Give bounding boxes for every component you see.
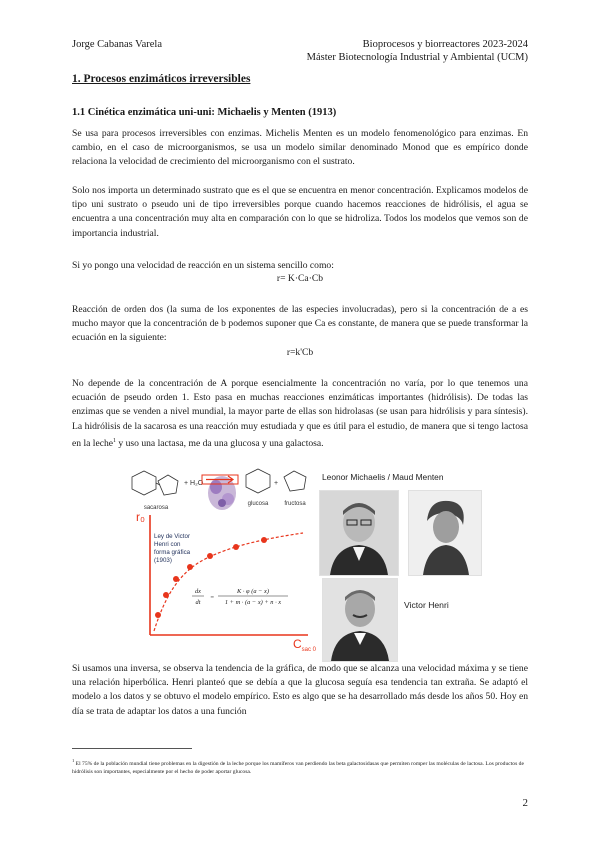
photo-caption-bottom: Victor Henri bbox=[404, 600, 449, 610]
x-axis-label bbox=[293, 637, 316, 653]
glucose-molecule bbox=[246, 469, 270, 493]
henri-portrait-icon bbox=[323, 579, 397, 661]
photo-caption-top: Leonor Michaelis / Maud Menten bbox=[322, 472, 444, 482]
data-point bbox=[155, 612, 161, 618]
reaction-right-label-2: fructosa bbox=[284, 501, 306, 507]
y-axis-label: r₀ bbox=[136, 510, 145, 524]
data-point bbox=[163, 592, 169, 598]
sucrose-molecule bbox=[132, 471, 178, 495]
paragraph-5 bbox=[72, 377, 528, 451]
kinetics-figure bbox=[118, 463, 316, 653]
footnote-text: El 75% de la población mundial tiene problemas en la digestión de la leche porque los mamíferos van perdiendo las beta galactosidasas que permiten romper las moléculas de lactosa. Los productos de hidrólisis son importantes, especialmente por el hecho de poder aportar glucosa. bbox=[72, 760, 524, 775]
paragraph-4: Reacción de orden dos (la suma de los exponentes de las especies involucradas), pero si la concentración de a es mucho mayor que la concentración de b podemos suponer que Ca es constante, de manera que se puede transformar la ecuación en la siguiente: bbox=[72, 304, 528, 344]
footnote-divider bbox=[72, 748, 192, 749]
x-axis-label-main: C bbox=[293, 637, 302, 651]
reaction-right-label-1: glucosa bbox=[247, 501, 269, 507]
michaelis-photo bbox=[319, 490, 399, 576]
data-point bbox=[261, 537, 267, 543]
annotation-line-2: Henri con bbox=[154, 541, 181, 548]
michaelis-portrait-icon bbox=[320, 491, 398, 575]
equation-2: r=k'Cb bbox=[286, 347, 314, 358]
footnote-ref[interactable]: 1 bbox=[113, 437, 117, 444]
header-author: Jorge Cabanas Varela bbox=[72, 39, 162, 50]
paragraph-3: Si yo pongo una velocidad de reacción en un sistema sencillo como: bbox=[72, 260, 334, 271]
eq-rhs-num: K · φ (a − x) bbox=[237, 588, 269, 595]
henri-annotation bbox=[154, 533, 191, 564]
fructose-molecule bbox=[284, 471, 306, 491]
paragraph-5-tail: y uso una lactasa, me da una glucosa y una galactosa. bbox=[116, 438, 324, 449]
data-point bbox=[173, 576, 179, 582]
header-program: Máster Biotecnología Industrial y Ambiental (UCM) bbox=[306, 52, 528, 63]
menten-photo bbox=[408, 490, 482, 576]
data-point bbox=[207, 553, 213, 559]
equation-1: r= K·Ca·Cb bbox=[276, 273, 324, 284]
header-course-title: Bioprocesos y biorreactores 2023-2024 bbox=[362, 39, 528, 50]
section-title: 1. Procesos enzimáticos irreversibles bbox=[72, 73, 251, 85]
plus-water: + H₂O bbox=[184, 480, 204, 487]
eq-lhs-den: dt bbox=[195, 599, 201, 606]
reaction-left-label: sacarosa bbox=[143, 505, 169, 511]
page-number: 2 bbox=[522, 797, 528, 809]
henri-equation bbox=[192, 588, 288, 606]
footnote bbox=[72, 757, 528, 776]
paragraph-6: Si usamos una inversa, se observa la tendencia de la gráfica, de modo que se alcanza una velocidad máxima y se tiene una relación hiperbólica. Henri planteó que se debía a que la glucosa seguía esa tendencia tan extraña. Se adaptó el modelo a los datos y se obtuvo el modelo empírico. Esto es algo que se ha desarrollado más desde los años 50. Hoy en día se trata de adaptar los datos a una función bbox=[72, 663, 528, 717]
header-course bbox=[307, 38, 528, 64]
henri-photo bbox=[322, 578, 398, 662]
menten-portrait-icon bbox=[409, 491, 481, 575]
annotation-line-4: (1903) bbox=[154, 557, 172, 564]
enzyme-icon bbox=[208, 476, 236, 510]
paragraph-2: Solo nos importa un determinado sustrato que es el que se encuentra en menor concentración. Explicamos modelos de tipo uni sustrato o pseudo uni de tipo irreversibles porque cuando hacemos reacciones de hidrólisis, el agua se encuentra a una concentración muy alta en comparación con lo que se hidroliza. Todos los modelos que vemos son de importancia industrial. bbox=[72, 185, 528, 239]
paragraph-1: Se usa para procesos irreversibles con enzimas. Michelis Menten es un modelo fenomenológico para enzimas. En cambio, en el caso de microorganismos, se usa un modelo similar denominado Monod que es empírico donde relaciona la velocidad de crecimiento del microorganismo con el sustrato. bbox=[72, 128, 528, 168]
data-point bbox=[187, 564, 193, 570]
paragraph-5-text: No depende de la concentración de A porque esencialmente la concentración no varía, por lo que tenemos una ecuación de pseudo orden 1. Esto pasa en muchas reacciones enzimáticas importantes (hidrólisis). De todas las enzimas que se venden a nivel mundial, la mayor parte de ellas son hidrolasas (se usan para hidrólisis y para síntesis). La hidrólisis de la sacarosa es una reacción muy estudiada y que es útil para el estudio, de manera que si tengo lactosa en la leche bbox=[72, 378, 528, 449]
kinetics-figure-svg bbox=[118, 463, 316, 653]
data-point bbox=[233, 544, 239, 550]
subsection-title: 1.1 Cinética enzimática uni-uni: Michaelis y Menten (1913) bbox=[72, 107, 337, 118]
footnote-number: 1 bbox=[72, 758, 75, 763]
annotation-line-3: forma gráfica bbox=[154, 549, 191, 556]
eq-rhs-den: 1 + m · (a − x) + n · x bbox=[224, 599, 282, 606]
x-axis-label-sub: sac 0 bbox=[301, 647, 316, 653]
eq-equals: = bbox=[210, 594, 215, 601]
eq-lhs-num: dx bbox=[194, 588, 202, 595]
annotation-line-1: Ley de Victor bbox=[154, 533, 191, 540]
plus-sign: + bbox=[274, 480, 279, 487]
